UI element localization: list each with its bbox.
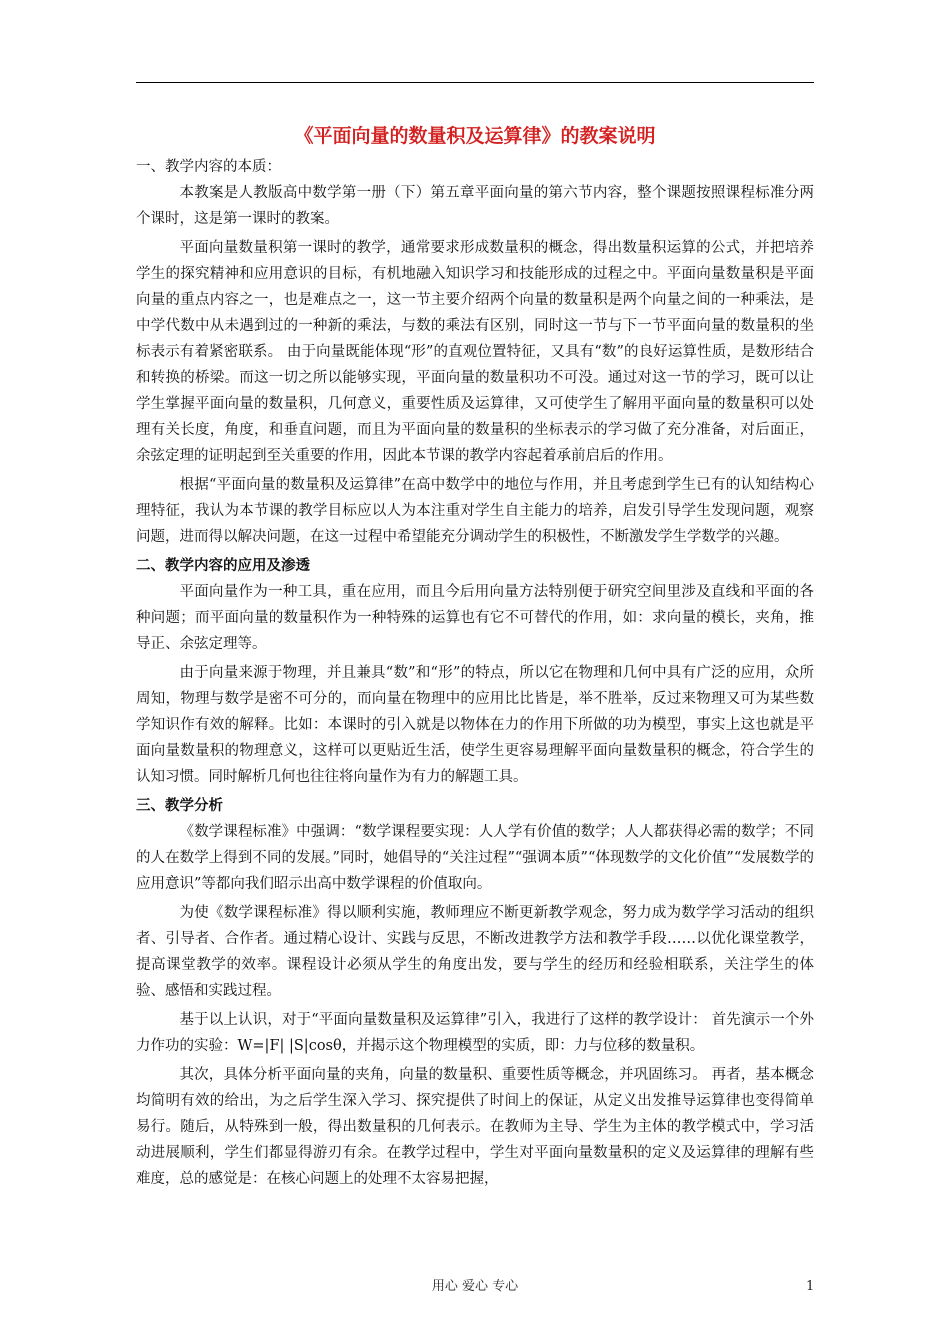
paragraph: 平面向量数量积第一课时的教学，通常要求形成数量积的概念，得出数量积运算的公式，并把培养学生的探究精神和应用意识的目标，有机地融入知识学习和技能形成的过程之中。平面向量数量积是平面向量的重点内容之一，也是难点之一，这一节主要介绍两个向量的数量积是两个向量之间的一种乘法，是中学代数中从未遇到过的一种新的乘法，与数的乘法有区别，同时这一节与下一节平面向量的数量积的坐标表示有着紧密联系。 由于向量既能体现“形”的直观位置特征，又具有“数”的良好运算性质，是数形结合和转换的桥梁。而这一切之所以能够实现，平面向量的数量积功不可没。通过对这一节的学习，既可以让学生掌握平面向量的数量积，几何意义，重要性质及运算律，又可使学生了解用平面向量的数量积可以处理有关长度，角度，和垂直问题，而且为平面向量的数量积的坐标表示的学习做了充分准备，对后面正，余弦定理的证明起到至关重要的作用，因此本节课的教学内容起着承前启后的作用。 (136, 240, 814, 464)
paragraph: 平面向量作为一种工具，重在应用，而且今后用向量方法特别便于研究空间里涉及直线和平面的各种问题；而平面向量的数量积作为一种特殊的运算也有它不可替代的作用，如：求向量的模长，夹角，推导正、余弦定理等。 (136, 584, 814, 652)
section-heading: 二、教学内容的应用及渗透 (136, 557, 310, 574)
paragraph: 其次，具体分析平面向量的夹角，向量的数量积、重要性质等概念，并巩固练习。 再者，基本概念均简明有效的给出，为之后学生深入学习、探究提供了时间上的保证，从定义出发推导运算律也变得简单易行。随后，从特殊到一般，得出数量积的几何表示。在教师为主导、学生为主体的教学模式中，学习活动进展顺利，学生们都显得游刃有余。在教学过程中，学生对平面向量数量积的定义及运算律的理解有些难度，总的感觉是：在核心问题上的处理不太容易把握， (136, 1067, 814, 1187)
paragraph: 为使《数学课程标准》得以顺利实施，教师理应不断更新教学观念，努力成为数学学习活动的组织者、引导者、合作者。通过精心设计、实践与反思，不断改进教学方法和教学手段……以优化课堂教学，提高课堂教学的效率。课程设计必须从学生的角度出发，要与学生的经历和经验相联系，关注学生的体验、感悟和实践过程。 (136, 905, 814, 999)
section-2 (136, 553, 814, 790)
document-title: 《平面向量的数量积及运算律》的教案说明 (294, 125, 656, 147)
footer-motto: 用心 爱心 专心 (431, 1279, 519, 1294)
paragraph: 基于以上认识，对于“平面向量数量积及运算律”引入，我进行了这样的教学设计： 首先演示一个外力作功的实验：W=|F| |S|cosθ，并揭示这个物理模型的实质，即：力与位移的数量积。 (136, 1012, 814, 1054)
section-3 (136, 793, 814, 1192)
paragraph: 由于向量来源于物理，并且兼具“数”和“形”的特点，所以它在物理和几何中具有广泛的应用，众所周知，物理与数学是密不可分的，而向量在物理中的应用比比皆是，举不胜举，反过来物理又可为某些数学知识作有效的解释。比如：本课时的引入就是以物体在力的作用下所做的功为模型，事实上这也就是平面向量数量积的物理意义，这样可以更贴近生活，使学生更容易理解平面向量数量积的概念，符合学生的认知习惯。同时解析几何也往往将向量作为有力的解题工具。 (136, 665, 814, 785)
page-number: 1 (806, 1279, 815, 1294)
header-rule (136, 82, 814, 83)
paragraph: 本教案是人教版高中数学第一册（下）第五章平面向量的第六节内容，整个课题按照课程标准分两个课时，这是第一课时的教案。 (136, 185, 814, 227)
document-body (136, 120, 814, 1195)
section-heading: 一、教学内容的本质： (136, 159, 281, 175)
paragraph: 《数学课程标准》中强调：“数学课程要实现：人人学有价值的数学；人人都获得必需的数学；不同的人在数学上得到不同的发展。”同时，她倡导的“关注过程”“强调本质”“体现数学的文化价值”“发展数学的应用意识”等都向我们昭示出高中数学课程的价值取向。 (136, 824, 814, 892)
section-1 (136, 154, 814, 550)
paragraph: 根据“平面向量的数量积及运算律”在高中数学中的地位与作用，并且考虑到学生已有的认知结构心理特征，我认为本节课的教学目标应以人为本注重对学生自主能力的培养，启发引导学生发现问题，观察问题，进而得以解决问题，在这一过程中希望能充分调动学生的积极性，不断激发学生学数学的兴趣。 (136, 477, 814, 545)
section-heading: 三、教学分析 (136, 797, 223, 814)
